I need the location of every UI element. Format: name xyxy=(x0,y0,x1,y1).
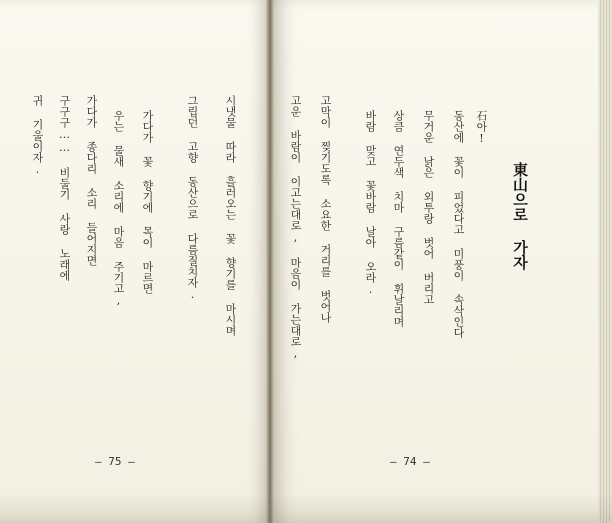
poem-line: 구구구…… 비둘기 사랑 노래에 xyxy=(58,95,71,281)
bottom-shadow xyxy=(0,493,612,523)
left-page xyxy=(0,0,270,523)
poem-line: 고막이 찢기도록 소요한 거리를 벗어나 xyxy=(319,95,332,323)
poem-line: 귀 기울이자. xyxy=(31,95,44,176)
poem-title: 東山으로 가자 xyxy=(511,162,529,270)
poem-line: 동산에 꽃이 피었다고 미풍이 속삭인다 xyxy=(452,110,465,338)
poem-line: 우는 물새 소리에 마음 주기고, xyxy=(112,110,125,307)
poem-line: 상큼 연두색 치마 구름같이 휘날리며 xyxy=(392,110,405,327)
poem-line: 바람 맞고 꽃바람 날아 오라. xyxy=(364,110,377,296)
page-edges xyxy=(598,0,612,523)
poem-line: 시냇물 따라 흘러오는 꽃 향기를 마시며 xyxy=(224,95,237,336)
poem-exclamation: 石아! xyxy=(475,110,488,145)
right-page xyxy=(270,0,612,523)
page-number-left: — 75 — xyxy=(95,455,135,468)
poem-line: 가다가 꽃 향기에 목이 마르면 xyxy=(141,110,154,294)
book-gutter xyxy=(266,0,274,523)
page-number-right: — 74 — xyxy=(390,455,430,468)
poem-line: 고운 바람이 이고는대로, 마음이 가는대로, xyxy=(289,95,302,360)
poem-line: 무거운 낡은 외투랑 벗어 버리고 xyxy=(422,110,435,305)
poem-line: 그립던 고향 동산으로 다름질치자. xyxy=(186,95,199,301)
poem-line: 가다가 종다리 소리 들어지면 xyxy=(85,95,98,266)
